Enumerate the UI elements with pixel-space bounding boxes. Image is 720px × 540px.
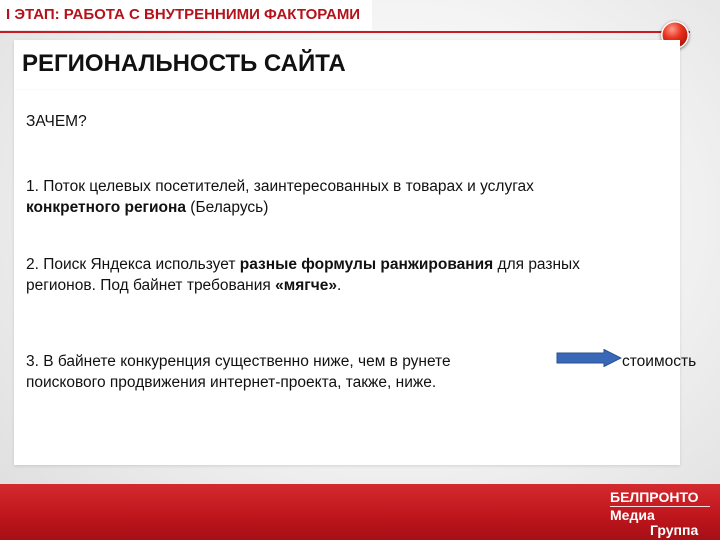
point-1-rest: (Беларусь) <box>186 199 269 216</box>
slide-title: РЕГИОНАЛЬНОСТЬ САЙТА <box>22 50 346 77</box>
point-2-line2-start: регионов. Под байнет требования <box>26 277 276 294</box>
point-1 <box>26 176 534 218</box>
point-2 <box>26 254 580 296</box>
point-2-line2-bold: «мягче» <box>275 277 337 294</box>
point-1-line-1: 1. Поток целевых посетителей, заинтересованных в товарах и услугах <box>26 178 534 195</box>
point-1-line-2 <box>26 197 534 218</box>
right-arrow-icon <box>556 349 622 367</box>
point-3-cost: стоимость <box>622 353 697 370</box>
why-heading: ЗАЧЕМ? <box>26 113 87 130</box>
point-2-line-1 <box>26 254 580 275</box>
header-divider <box>0 31 690 33</box>
point-3 <box>26 351 451 393</box>
logo-line-1: БЕЛПРОНТО <box>610 489 699 505</box>
point-2-start: 2. Поиск Яндекса использует <box>26 256 240 273</box>
point-2-line-2 <box>26 275 580 296</box>
point-1-bold: конкретного региона <box>26 199 186 216</box>
point-2-bold: разные формулы ранжирования <box>239 256 494 273</box>
point-3-line-2: поискового продвижения интернет-проекта, также, ниже. <box>26 374 437 391</box>
point-3-line-1: 3. В байнете конкуренция существенно ниже, чем в рунете <box>26 353 451 370</box>
point-2-line2-end: . <box>336 277 342 294</box>
point-2-end: для разных <box>493 256 580 273</box>
logo-line-2: Медиа <box>610 507 655 523</box>
stage-label: I ЭТАП: РАБОТА С ВНУТРЕННИМИ ФАКТОРАМИ <box>0 0 372 30</box>
logo-line-3: Группа <box>650 522 699 538</box>
